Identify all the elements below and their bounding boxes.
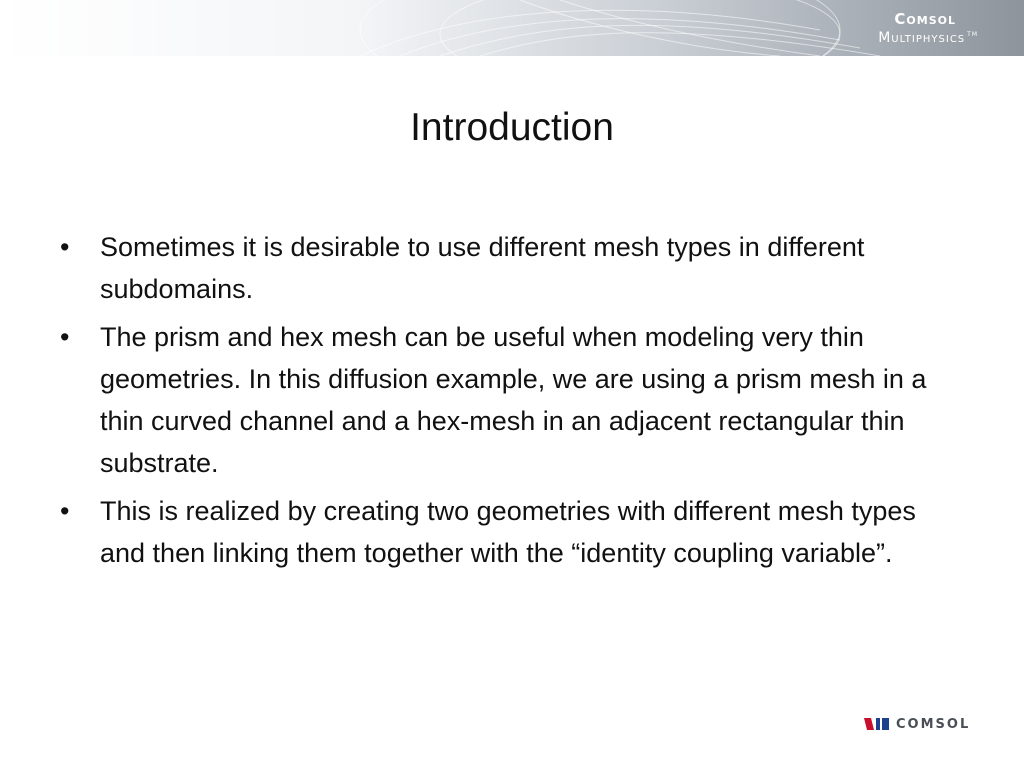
bullet-text: Sometimes it is desirable to use different mesh types in different subdomains. [100,232,865,304]
header-band [0,0,1024,56]
footer-logo-text: COMSOL [896,716,971,732]
bullet-text: The prism and hex mesh can be useful when modeling very thin geometries. In this diffusion example, we are using a prism mesh in a thin curved channel and a hex-mesh in an adjacent rectangular thin substrate. [100,322,927,478]
bullet-list [58,226,968,580]
header-logo-multiphysics [878,31,978,45]
bullet-item [58,490,968,574]
bullet-text: This is realized by creating two geometries with different mesh types and then linking them together with the “identity coupling variable”. [100,496,916,568]
bullet-dot: • [60,322,70,352]
bullet-item [58,226,968,310]
bullet-dot: • [60,232,70,262]
bullet-item [58,316,968,484]
header-swirl-graphic [0,0,1024,56]
comsol-logo-icon [864,717,890,731]
slide-title: Introduction [410,106,614,149]
bullet-dot: • [60,496,70,526]
header-logo-comsol: Comsol [894,10,956,28]
footer-logo [864,714,970,734]
trademark-mark: TM [967,31,978,39]
header-logo [878,12,978,45]
header-logo-multiphysics-text: Multiphysics [878,30,966,46]
